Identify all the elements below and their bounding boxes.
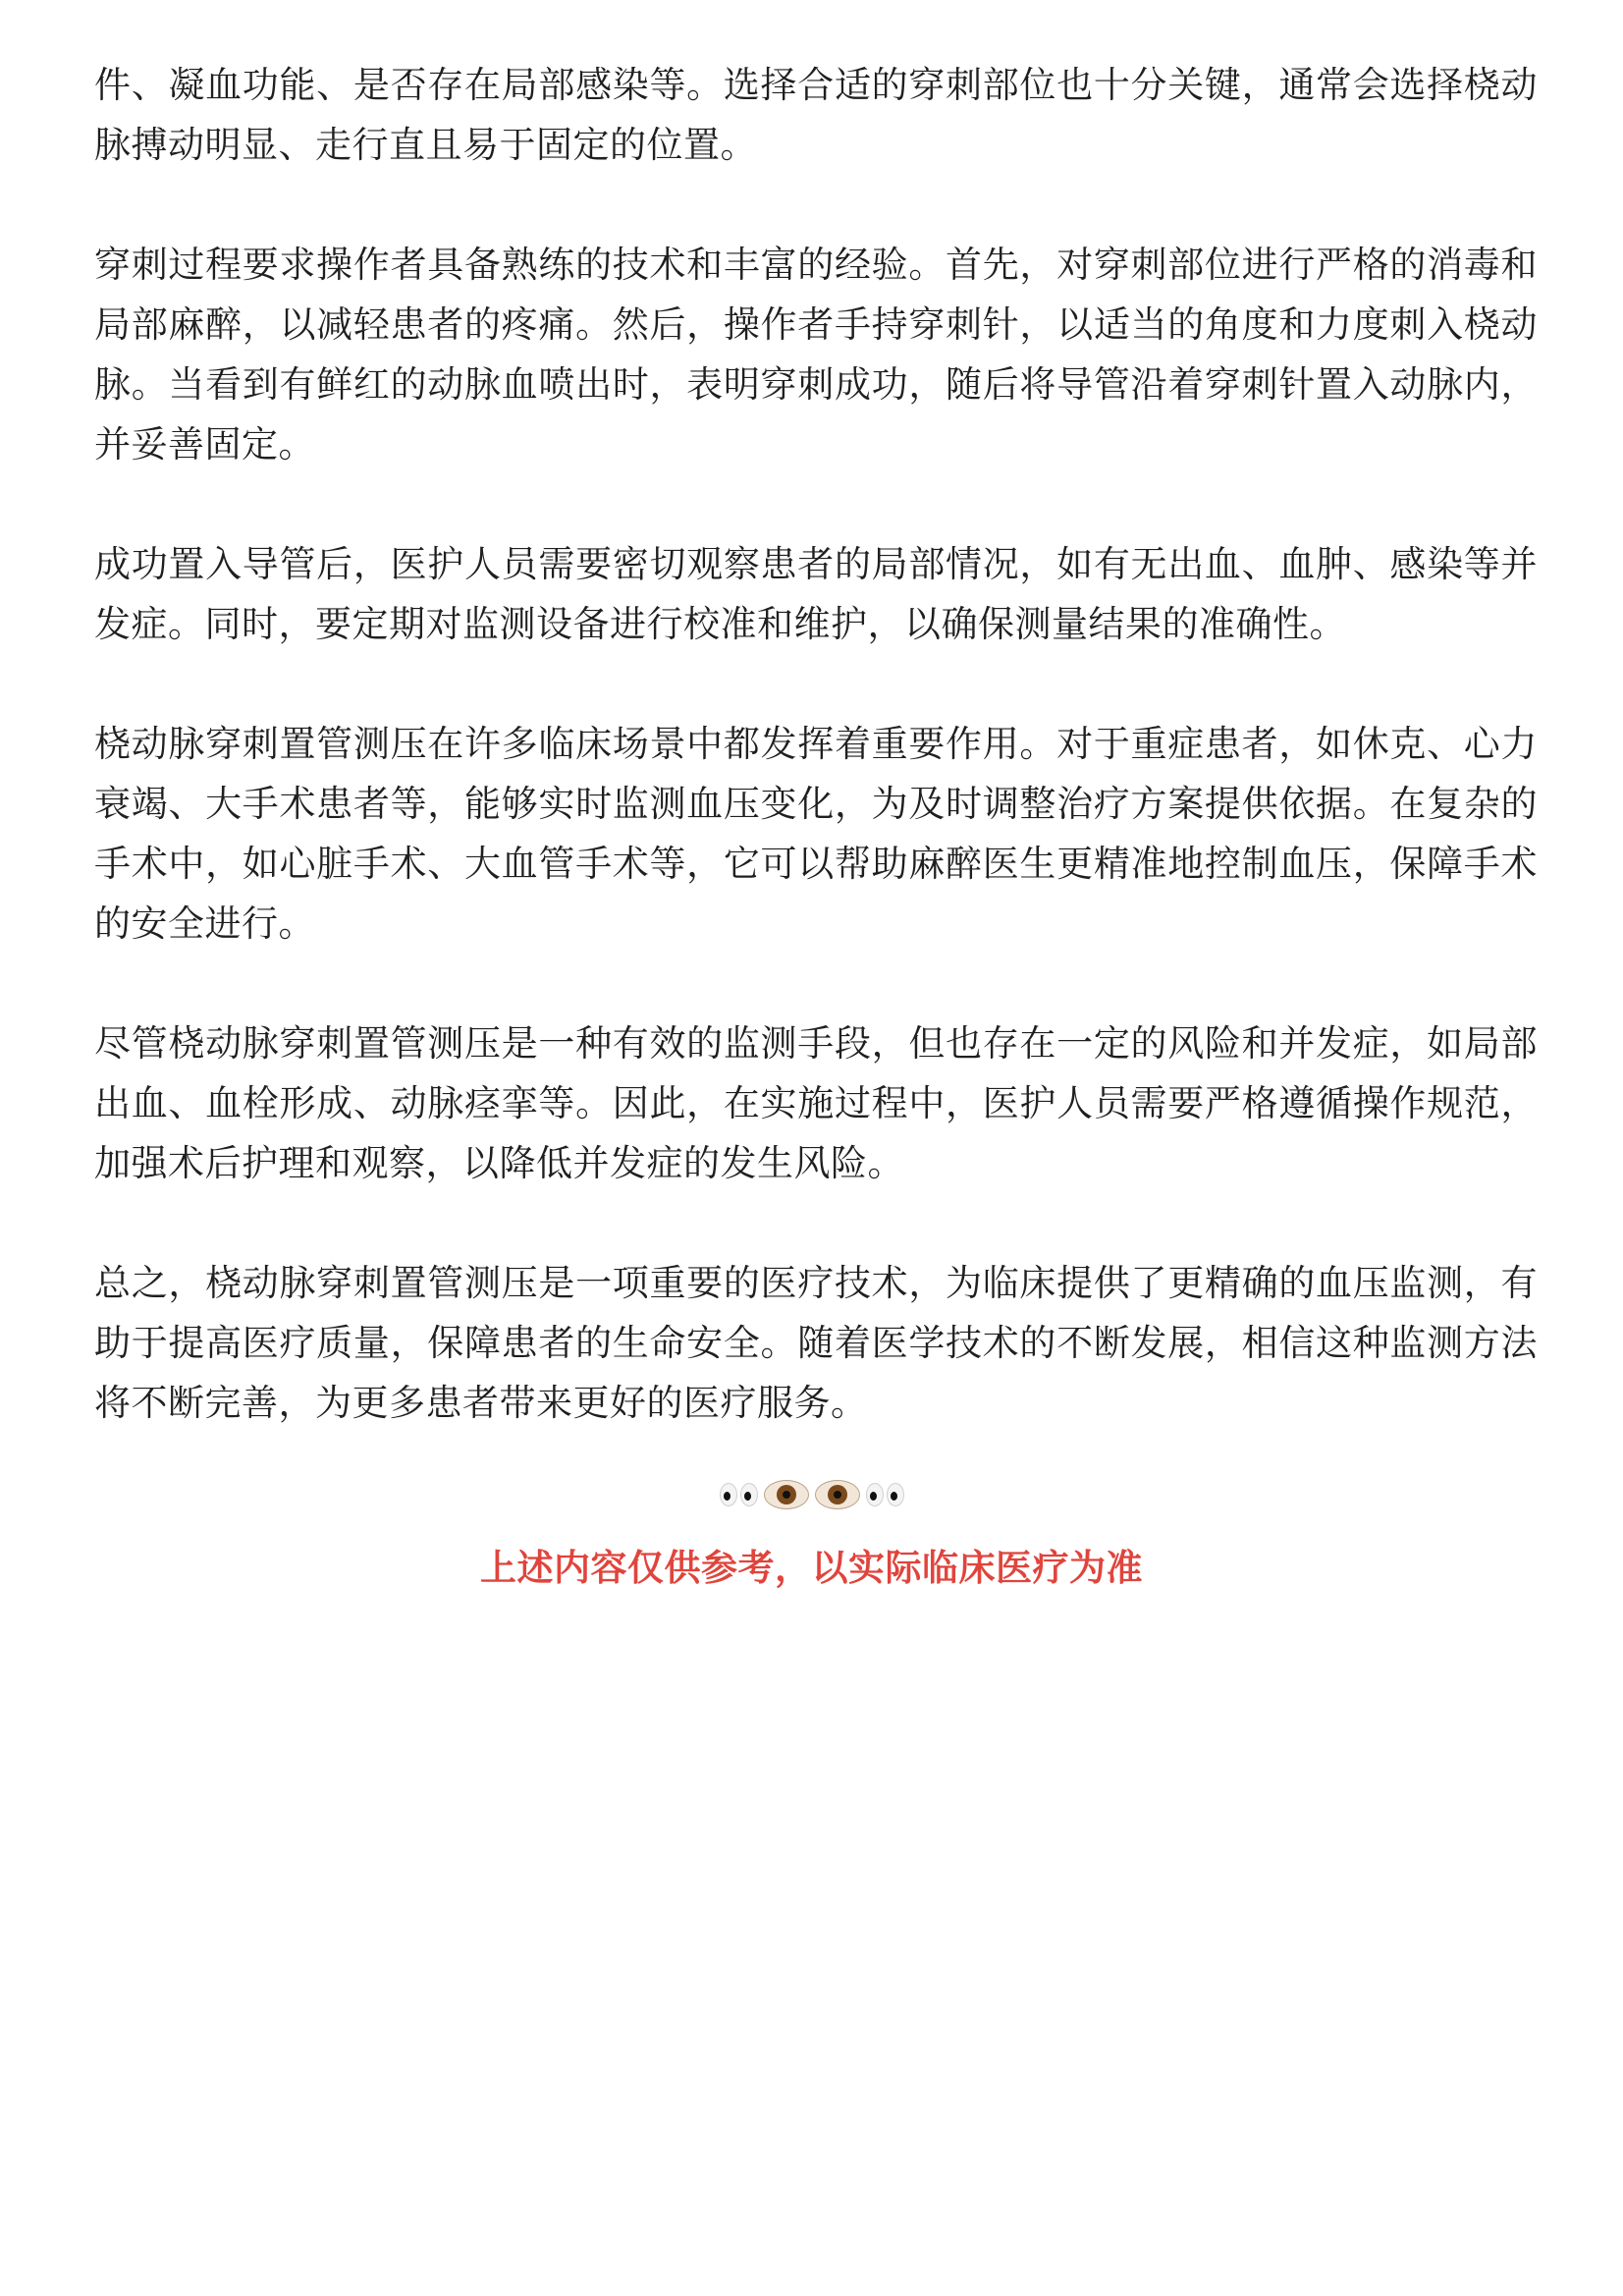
paragraph-risks: 尽管桡动脉穿刺置管测压是一种有效的监测手段，但也存在一定的风险和并发症，如局部出血、血栓形成、动脉痉挛等。因此，在实施过程中，医护人员需要严格遵循操作规范，加强术后护理和观察，以降低并发症的发生风险。 [94,1022,1538,1184]
paragraph-preparation: 件、凝血功能、是否存在局部感染等。选择合适的穿刺部位也十分关键，通常会选择桡动脉搏动明显、走行直且易于固定的位置。 [94,64,1538,166]
paragraph-post-care: 成功置入导管后，医护人员需要密切观察患者的局部情况，如有无出血、血肿、感染等并发症。同时，要定期对监测设备进行校准和维护，以确保测量结果的准确性。 [94,543,1538,645]
article-body [94,55,1538,1493]
eye-icon [815,1480,860,1509]
paragraph-conclusion: 总之，桡动脉穿刺置管测压是一项重要的医疗技术，为临床提供了更精确的血压监测，有助于提高医疗质量，保障患者的生命安全。随着医学技术的不断发展，相信这种监测方法将不断完善，为更多患者带来更好的医疗服务。 [94,1262,1538,1424]
eye-icon [764,1480,809,1509]
footer [0,1473,1623,1591]
paragraph-clinical-use: 桡动脉穿刺置管测压在许多临床场景中都发挥着重要作用。对于重症患者，如休克、心力衰竭、大手术患者等，能够实时监测血压变化，为及时调整治疗方案提供依据。在复杂的手术中，如心脏手术、大血管手术等，它可以帮助麻醉医生更精准地控制血压，保障手术的安全进行。 [94,723,1538,945]
disclaimer-text: 上述内容仅供参考，以实际临床医疗为准 [480,1547,1143,1589]
eyes-icon [720,1483,758,1506]
paragraph-puncture-procedure: 穿刺过程要求操作者具备熟练的技术和丰富的经验。首先，对穿刺部位进行严格的消毒和局部麻醉，以减轻患者的疼痛。然后，操作者手持穿刺针，以适当的角度和力度刺入桡动脉。当看到有鲜红的动脉血喷出时，表明穿刺成功，随后将导管沿着穿刺针置入动脉内，并妥善固定。 [94,244,1538,465]
eyes-decoration [0,1473,1623,1516]
eyes-icon [866,1483,904,1506]
